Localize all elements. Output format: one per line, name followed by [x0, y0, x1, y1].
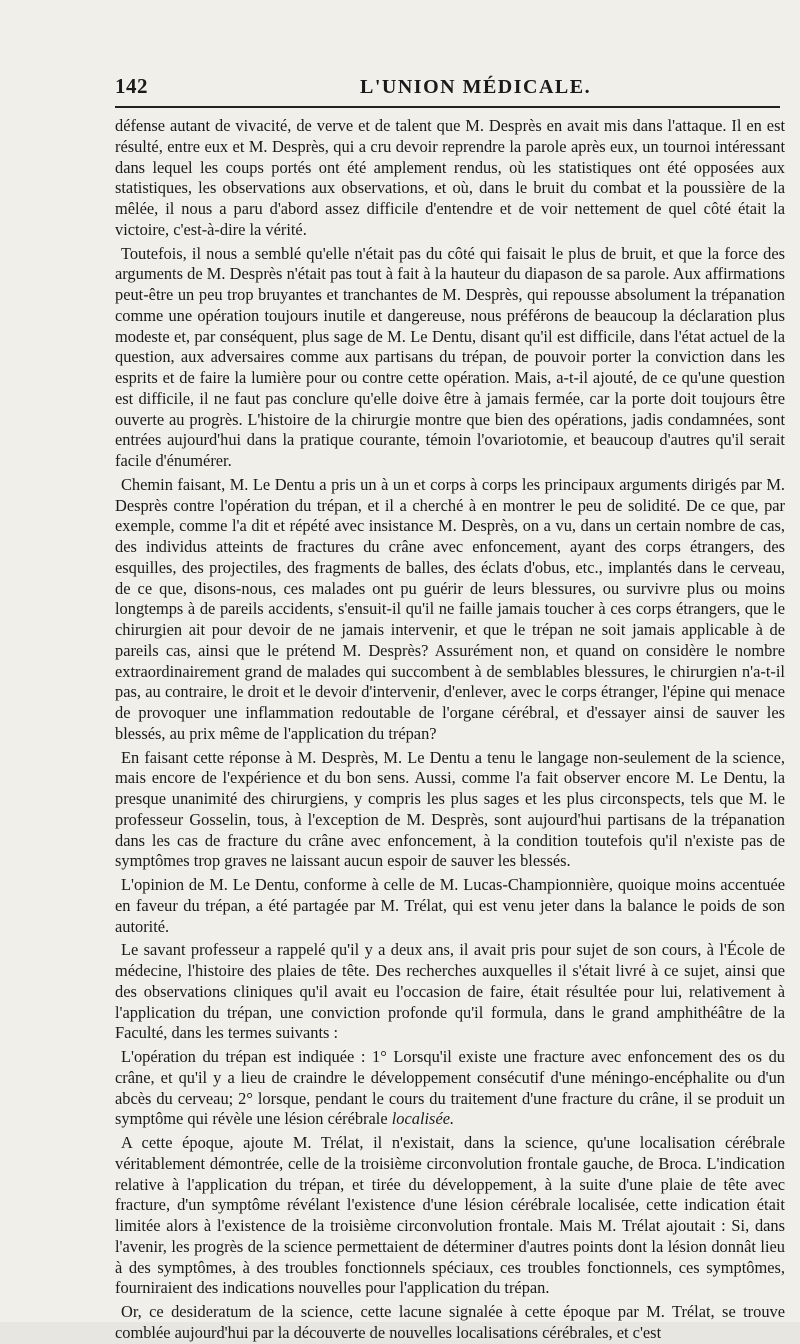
quoted-paragraph	[115, 1047, 785, 1130]
paragraph: Le savant professeur a rappelé qu'il y a deux ans, il avait pris pour sujet de son cours, à l'École de médecine, l'histoire des plaies de tête. Des recherches auxquelles il s'était livré à ce sujet, ainsi que des observations cliniques qu'il avait eu l'occasion de faire, était résultée pour lui, relativement à l'application du trépan, une conviction profonde qu'il formula, dans le grand amphithéâtre de la Faculté, dans les termes suivants :	[115, 940, 785, 1043]
paragraph: A cette époque, ajoute M. Trélat, il n'existait, dans la science, qu'une localisation cérébrale véritablement démontrée, celle de la troisième circonvolution frontale gauche, de Broca. L'indication relative à l'application du trépan, et tirée du développement, à la suite d'une plaie de tête avec fracture, d'un symptôme révélant l'existence d'une lésion cérébrale localisée, cette indication était limitée alors à l'existence de la troisième circonvolution frontale. Mais M. Trélat ajoutait : Si, dans l'avenir, les progrès de la science permettaient de déterminer d'autres points dont la lésion donnât lieu à des symptômes, à des troubles fonctionnels spéciaux, ces troubles fonctionnels, ces symptômes, fourniraient des indications nouvelles pour l'application du trépan.	[115, 1133, 785, 1298]
paragraph: En faisant cette réponse à M. Desprès, M. Le Dentu a tenu le langage non-seulement de la science, mais encore de l'expérience et du bon sens. Aussi, comme l'a fait observer encore M. Le Dentu, la presque unanimité des chirurgiens, y compris les plus sages et les plus circonspects, tels que M. le professeur Gosselin, tous, à l'exception de M. Desprès, sont aujourd'hui partisans de la trépanation dans les cas de fracture du crâne avec enfoncement, à la condition toutefois qu'il n'existe pas de symptômes trop graves ne laissant aucun espoir de sauver les blessés.	[115, 747, 785, 871]
quoted-text: L'opération du trépan est indiquée : 1° Lorsqu'il existe une fracture avec enfoncement des os du crâne, et qu'il y a lieu de craindre le développement consécutif d'une méningo-encéphalite ou d'un abcès du cerveau; 2° lorsque, pendant le cours du traitement d'une fracture du crâne, il se produit un symptôme qui révèle une lésion cérébrale	[115, 1047, 785, 1129]
paragraph: Chemin faisant, M. Le Dentu a pris un à un et corps à corps les principaux arguments dirigés par M. Desprès contre l'opération du trépan, et il a cherché à en montrer le peu de solidité. De ce que, par exemple, comme l'a dit et répété avec insistance M. Desprès, on a vu, dans un certain nombre de cas, des individus atteints de fractures du crâne avec enfoncement, ayant des corps étrangers, des esquilles, des projectiles, des fragments de balles, des éclats d'obus, etc., implantés dans le cerveau, de ce que, disons-nous, ces malades ont pu guérir de leurs blessures, ou survivre plus ou moins longtemps à de pareils accidents, s'ensuit-il qu'il ne faille jamais toucher à ces corps étrangers, que le chirurgien ait pour devoir de ne jamais intervenir, et que le trépan ne soit jamais applicable à de pareils cas, ainsi que le prétend M. Desprès? Assurément non, et quand on considère le nombre extraordinairement grand de malades qui succombent à de semblables blessures, le chirurgien n'a-t-il pas, au contraire, le droit et le devoir d'intervenir, d'enlever, avec le corps étranger, l'épine qui menace de provoquer une inflammation redoutable de l'organe cérébral, et d'essayer ainsi de sauver les blessés, au prix même de l'application du trépan?	[115, 474, 785, 743]
running-title: L'UNION MÉDICALE.	[360, 76, 592, 98]
paragraph: L'opinion de M. Le Dentu, conforme à celle de M. Lucas-Championnière, quoique moins accentuée en faveur du trépan, a été partagée par M. Trélat, qui est venu jeter dans la balance le poids de son autorité.	[115, 875, 785, 936]
paragraph: Toutefois, il nous a semblé qu'elle n'était pas du côté qui faisait le plus de bruit, et que la force des arguments de M. Desprès n'était pas tout à fait à la hauteur du diapason de sa parole. Aux affirmations peut-être un peu trop bruyantes et tranchantes de M. Desprès, qui repousse absolument la trépanation comme une opération toujours inutile et dangereuse, nous préférons de beaucoup la déclaration plus modeste et, par conséquent, plus sage de M. Le Dentu, disant qu'il est difficile, dans l'état actuel de la question, aux adversaires comme aux partisans du trépan, de pouvoir porter la conviction dans les esprits et de faire la lumière pour ou contre cette opération. Mais, a-t-il ajouté, de ce qu'une question est difficile, il ne faut pas conclure qu'elle doive être à jamais fermée, car la porte doit toujours être ouverte au progrès. L'histoire de la chirurgie montre que bien des opérations, jadis condamnées, sont entrées aujourd'hui dans la pratique courante, témoin l'ovariotomie, et beaucoup d'autres qu'il serait facile d'énumérer.	[115, 243, 785, 470]
header-rule	[115, 106, 780, 108]
page-number: 142	[115, 74, 148, 98]
paragraph: Or, ce desideratum de la science, cette lacune signalée à cette époque par M. Trélat, se trouve comblée aujourd'hui par la découverte de nouvelles localisations cérébrales, et c'est	[115, 1302, 785, 1342]
article-body	[115, 116, 785, 1344]
italic-word: localisée.	[391, 1109, 455, 1129]
paragraph: défense autant de vivacité, de verve et de talent que M. Desprès en avait mis dans l'attaque. Il en est résulté, entre eux et M. Desprès, qui a cru devoir reprendre la parole après eux, un tournoi intéressant dans lequel les coups portés ont été amplement rendus, où les statistiques ont été opposées aux statistiques, les observations aux observations, et où, dans le bruit du combat et la poussière de la mêlée, il nous a paru d'abord assez difficile d'entendre et de voir nettement de quel côté était la victoire, c'est-à-dire la vérité.	[115, 116, 785, 239]
page-header	[115, 72, 780, 104]
